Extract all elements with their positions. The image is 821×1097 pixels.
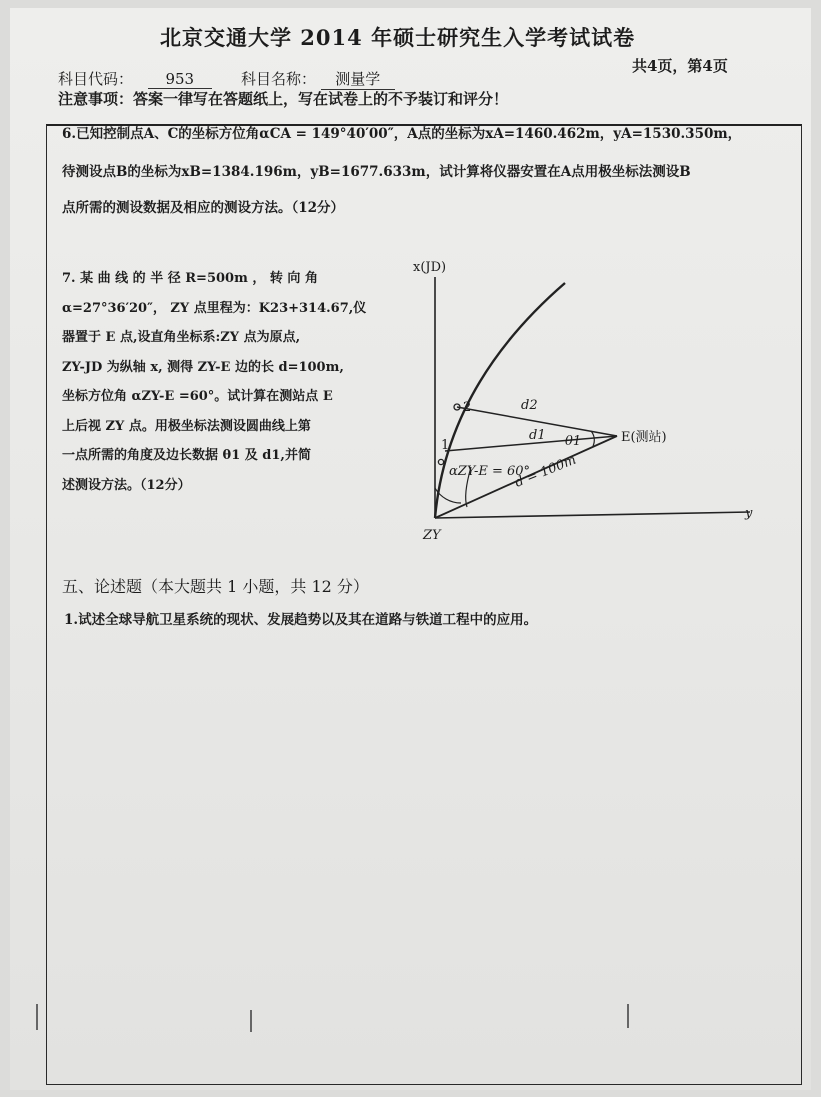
q7-line: 坐标方位角 αZY-E =60°。试计算在测站点 E xyxy=(62,389,333,404)
d-length-label: d = 100m xyxy=(512,452,579,491)
q7-line: 上后视 ZY 点。用极坐标法测设圆曲线上第 xyxy=(62,418,311,434)
scan-speck xyxy=(36,1004,38,1030)
q6-line3: 点所需的测设数据及相应的测设方法。（12分） xyxy=(62,200,345,216)
section-5-heading: 五、论述题（本大题共 1 小题，共 12 分） xyxy=(62,577,369,596)
q7-line: 述测设方法。（12分） xyxy=(62,477,191,493)
curve-diagram xyxy=(405,255,775,545)
subject-code: 953 xyxy=(148,70,212,89)
q7-line: α=27°36′20″， ZY 点里程为：K23+314.67,仪 xyxy=(62,300,367,316)
exam-notice: 注意事项：答案一律写在答题纸上，写在试卷上的不予装订和评分！ xyxy=(58,90,509,108)
circular-curve xyxy=(435,283,565,518)
point-1-label: 1 xyxy=(441,438,450,453)
section-5-question-1: 1.试述全球导航卫星系统的现状、发展趋势以及其在道路与铁道工程中的应用。 xyxy=(64,612,538,628)
q7-block xyxy=(62,264,366,500)
q7-line: 一点所需的角度及边长数据 θ1 及 d1,并简 xyxy=(62,448,311,463)
subject-name: 测量学 xyxy=(321,68,395,90)
exam-title: 北京交通大学 2014 年硕士研究生入学考试试卷 xyxy=(160,25,636,50)
page-indicator: 共4页，第4页 xyxy=(632,57,728,75)
q7-line: 7. 某 曲 线 的 半 径 R=500m ， 转 向 角 xyxy=(62,271,318,286)
q7-line: 器置于 E 点,设直角坐标系:ZY 点为原点, xyxy=(62,330,301,345)
q6-line1: 6.已知控制点A、C的坐标方位角αCA = 149°40′00″，A点的坐标为xA=1460.462m，yA=1530.350m， xyxy=(62,126,742,142)
scan-speck xyxy=(250,1010,252,1032)
scan-speck xyxy=(627,1004,629,1028)
q6-line2: 待测设点B的坐标为xB=1384.196m，yB=1677.633m，试计算将仪器安置在A点用极坐标法测设B xyxy=(62,164,691,180)
d2-label: d2 xyxy=(521,398,538,413)
x-axis-label: x(JD) xyxy=(413,260,447,275)
theta-label: θ1 xyxy=(565,434,582,449)
y-axis-label: y xyxy=(745,506,753,521)
point-1-mark xyxy=(438,459,443,464)
subject-code-label: 科目代码： xyxy=(58,70,134,88)
y-axis xyxy=(435,512,750,518)
station-label: E(测站) xyxy=(621,430,667,445)
subject-name-label: 科目名称： xyxy=(241,70,317,88)
subject-code-row xyxy=(58,68,212,89)
point-2-label: 2 xyxy=(463,400,472,415)
subject-name-row xyxy=(241,68,395,90)
origin-label: ZY xyxy=(423,528,441,543)
d1-label: d1 xyxy=(529,428,546,443)
q7-line: ZY-JD 为纵轴 x, 测得 ZY-E 边的长 d=100m, xyxy=(62,359,344,375)
angle-label: αZY-E = 60° xyxy=(449,464,531,479)
